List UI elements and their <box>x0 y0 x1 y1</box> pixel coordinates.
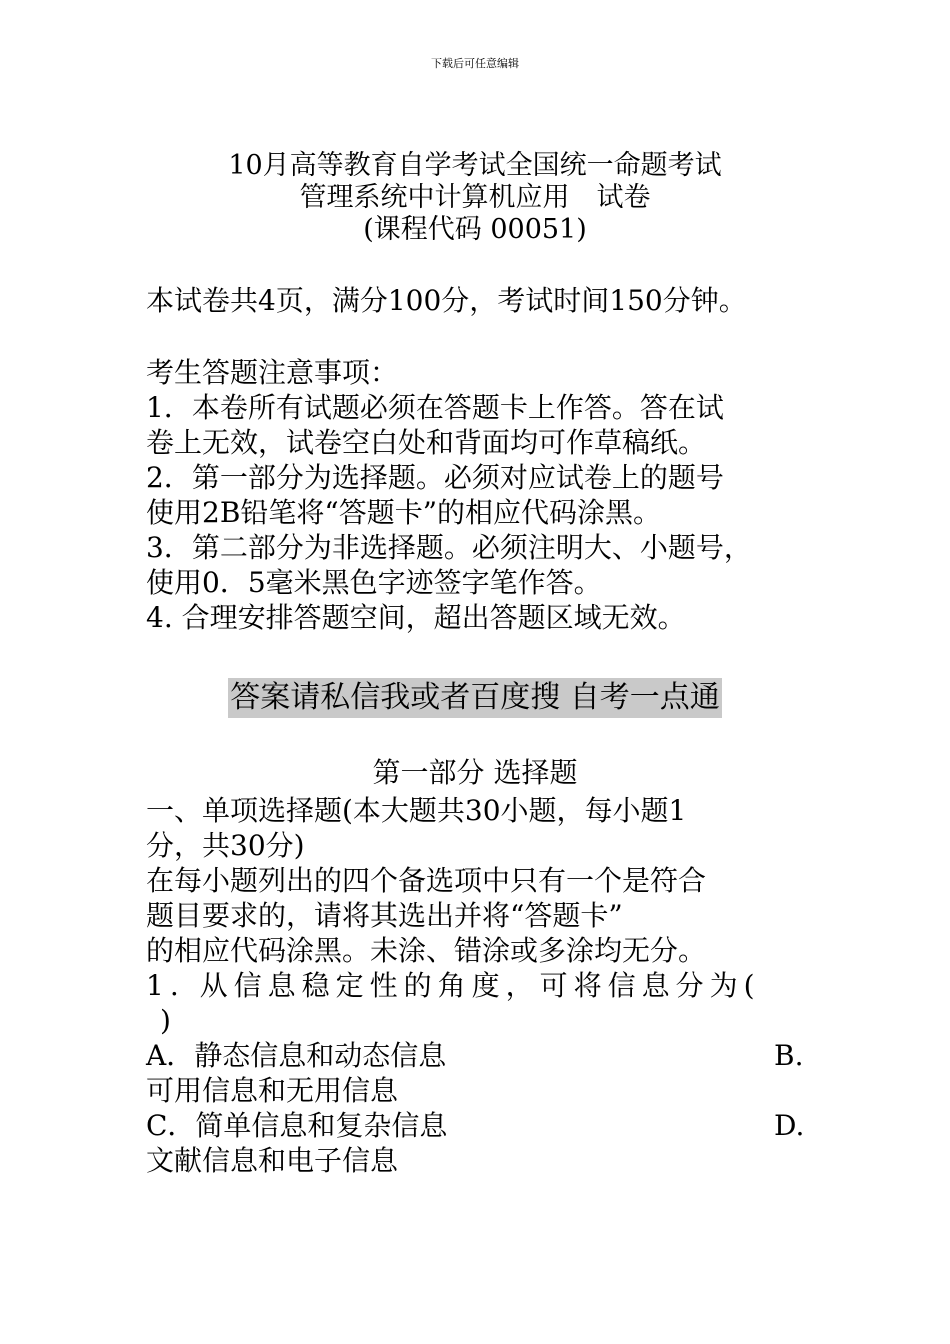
exam-title-block <box>0 150 950 246</box>
option-row-ab <box>146 1038 826 1073</box>
instruction-line: 使用0．5毫米黑色字迹签字笔作答。 <box>146 566 602 599</box>
instruction-line: 卷上无效，试卷空白处和背面均可作草稿纸。 <box>146 426 707 459</box>
instruction-line: 使用2B铅笔将“答题卡”的相应代码涂黑。 <box>146 496 662 529</box>
promo-banner <box>0 678 950 718</box>
option-c: C．简单信息和复杂信息 <box>146 1109 448 1142</box>
directions-line: 在每小题列出的四个备选项中只有一个是符合 <box>146 864 707 897</box>
promo-text: 答案请私信我或者百度搜 自考一点通 <box>228 678 722 718</box>
page-header-note: 下载后可任意编辑 <box>431 57 519 70</box>
instruction-line: 3．第二部分为非选择题。必须注明大、小题号， <box>146 531 752 564</box>
instructions-heading: 考生答题注意事项： <box>146 356 399 389</box>
section-heading-line: 一、单项选择题(本大题共30小题，每小题1 <box>146 794 687 827</box>
option-d-text: 文献信息和电子信息 <box>146 1144 399 1177</box>
option-row-cd <box>146 1108 826 1143</box>
directions-line: 题目要求的，请将其选出并将“答题卡” <box>146 899 623 932</box>
option-d-label: D. <box>774 1109 805 1142</box>
option-a: A．静态信息和动态信息 <box>146 1039 447 1072</box>
option-b-label: B. <box>774 1039 804 1072</box>
instruction-line: 2．第一部分为选择题。必须对应试卷上的题号 <box>146 461 724 494</box>
instructions-block <box>146 355 826 635</box>
section-heading-line: 分，共30分) <box>146 829 305 862</box>
exam-title-line-1: 10月高等教育自学考试全国统一命题考试 <box>228 150 722 181</box>
question-stem-continuation: ) <box>160 1004 171 1037</box>
part-one-title: 第一部分 选择题 <box>372 756 578 789</box>
option-b-text: 可用信息和无用信息 <box>146 1074 399 1107</box>
exam-summary: 本试卷共4页，满分100分，考试时间150分钟。 <box>146 284 747 317</box>
part-one-body <box>146 793 826 1178</box>
exam-summary-block <box>146 283 826 318</box>
instruction-line: 4. 合理安排答题空间，超出答题区域无效。 <box>146 601 686 634</box>
question-stem: 1. 从信息稳定性的角度，可将信息分为( <box>146 969 761 1002</box>
course-code: (课程代码 00051) <box>363 214 587 245</box>
exam-title-line-2: 管理系统中计算机应用 试卷 <box>299 182 651 213</box>
directions-line: 的相应代码涂黑。未涂、错涂或多涂均无分。 <box>146 934 707 967</box>
instruction-line: 1．本卷所有试题必须在答题卡上作答。答在试 <box>146 391 724 424</box>
